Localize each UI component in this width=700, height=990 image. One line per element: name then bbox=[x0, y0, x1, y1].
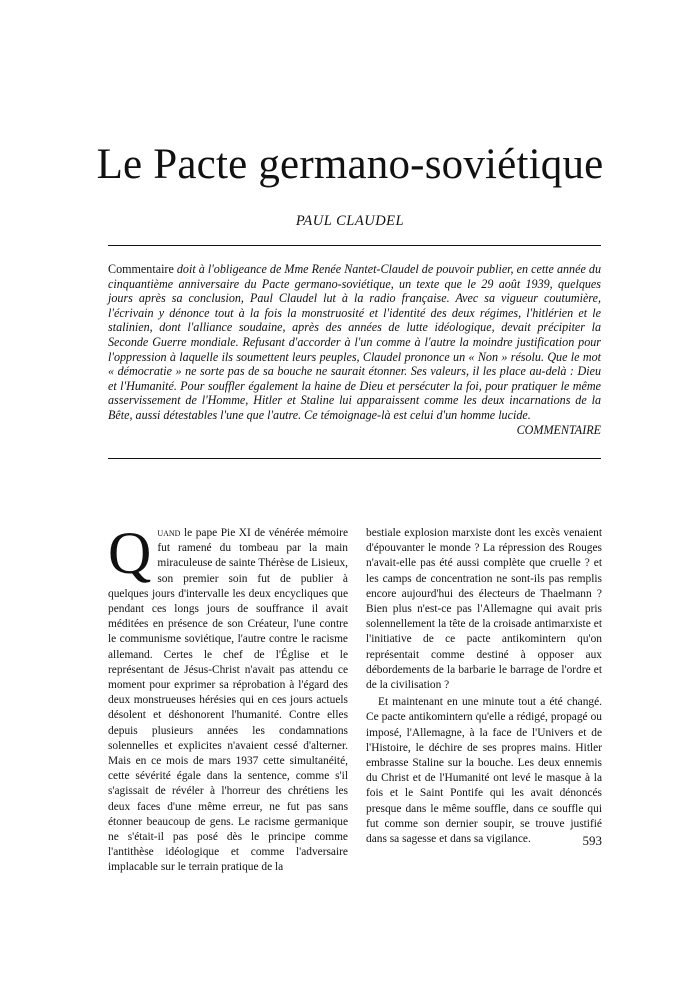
right-column-paragraph-1: bestiale explosion marxiste dont les excès venaient d'épouvanter le monde ? La répression des Rouges n'avait-elle pas été aussi complète que cruelle ? et les camps de concentration ne sont-ils pas remplis encore aujourd'hui des électeurs de Thaelmann ? Bien plus n'est-ce pas l'Allemagne qui avait pris solennellement la tête de la croisade antimarxiste et l'initiative de ce pacte antikomintern qu'on représentait comme destiné à opposer aux débordements de la barbarie le barrage de l'ordre et de la civilisation ? bbox=[366, 527, 602, 692]
bottom-rule bbox=[108, 458, 601, 459]
intro-lead-word: Commentaire bbox=[108, 262, 174, 276]
left-column-text: le pape Pie XI de vénérée mémoire fut ramené du tombeau par la main miraculeuse de sainte Thérèse de Lisieux, son premier soin fut de publier à quelques jours d'intervalle les deux encycliques que pendant ces longs jours de souffrance il avait méditées en présence de son Créateur, l'une contre le communisme soviétique, l'autre contre le racisme allemand. Certes le chef de l'Église et le représentant de Jésus-Christ n'avait pas attendu ce moment pour exprimer sa réprobation à l'égard des deux monstrueuses hérésies qui en ces jours actuels désolent et déshonorent l'humanité. Contre elles depuis plusieurs années les condamnations solennelles et explicites n'avaient cessé d'alterner. Mais en ce mois de mars 1937 cette simultanéité, cette sévérité égale dans la sentence, comme s'il s'agissait de révéler à l'horreur des chrétiens les deux faces d'une même erreur, ne fut pas sans étonner beaucoup de gens. Le racisme germanique ne s'était-il pas posé dès le principe comme l'antithèse idéologique et comme l'adversaire implacable sur le terrain pratique de la bbox=[108, 527, 348, 874]
drop-cap: Q bbox=[108, 520, 152, 586]
right-column-paragraph-2: Et maintenant en une minute tout a été changé. Ce pacte antikomintern qu'elle a rédigé, propagé ou imposé, l'Allemagne, à la face de l'Univers et de l'Histoire, le déchire de ses propres mains. Hitler embrasse Staline sur la bouche. Les deux ennemis du Christ et de l'Humanité ont levé le masque à la fois et le Saint Pontife qui les avait dénoncés presque dans le même souffle, dans ce souffle qui fut comme son dernier soupir, se trouve justifié dans sa sagesse et dans sa vigilance. bbox=[366, 696, 602, 846]
intro-text: doit à l'obligeance de Mme Renée Nantet-Claudel de pouvoir publier, en cette année du cinquantième anniversaire du Pacte germano-soviétique, un texte que le 29 août 1939, quelques jours après sa conclusion, Paul Claudel lut à la radio française. Avec sa vigueur coutumière, l'écrivain y dénonce tout à la fois la monstruosité et l'identité des deux régimes, l'hitlérien et le stalinien, dont l'alliance soudaine, après des années de lutte idéologique, devait précipiter la Seconde Guerre mondiale. Refusant d'accorder à l'un comme à l'autre la moindre justification pour l'oppression à laquelle ils soumettent leurs peuples, Claudel prononce un « Non » résolu. Que le mot « démocratie » ne sorte pas de sa bouche ne saurait étonner. Ses valeurs, il les place au-delà : Dieu et l'Humanité. Pour souffler également la haine de Dieu et persécuter la foi, pour pratiquer le même asservissement de l'Homme, Hitler et Staline lui apparaissent comme les deux incarnations de la Bête, aussi détestables l'une que l'autre. Ce témoignage-là est celui d'un homme lucide. bbox=[108, 262, 601, 422]
article-title: Le Pacte germano-soviétique bbox=[96, 141, 604, 188]
editorial-intro bbox=[108, 262, 601, 437]
body-paragraph-1 bbox=[108, 520, 348, 876]
body-column-left bbox=[108, 520, 348, 876]
top-rule bbox=[108, 245, 601, 246]
intro-signature: COMMENTAIRE bbox=[516, 422, 601, 437]
body-column-right bbox=[366, 526, 602, 847]
page-number: 593 bbox=[582, 833, 602, 848]
author-name: PAUL CLAUDEL bbox=[295, 213, 405, 229]
first-word-rest: uand bbox=[157, 527, 181, 539]
